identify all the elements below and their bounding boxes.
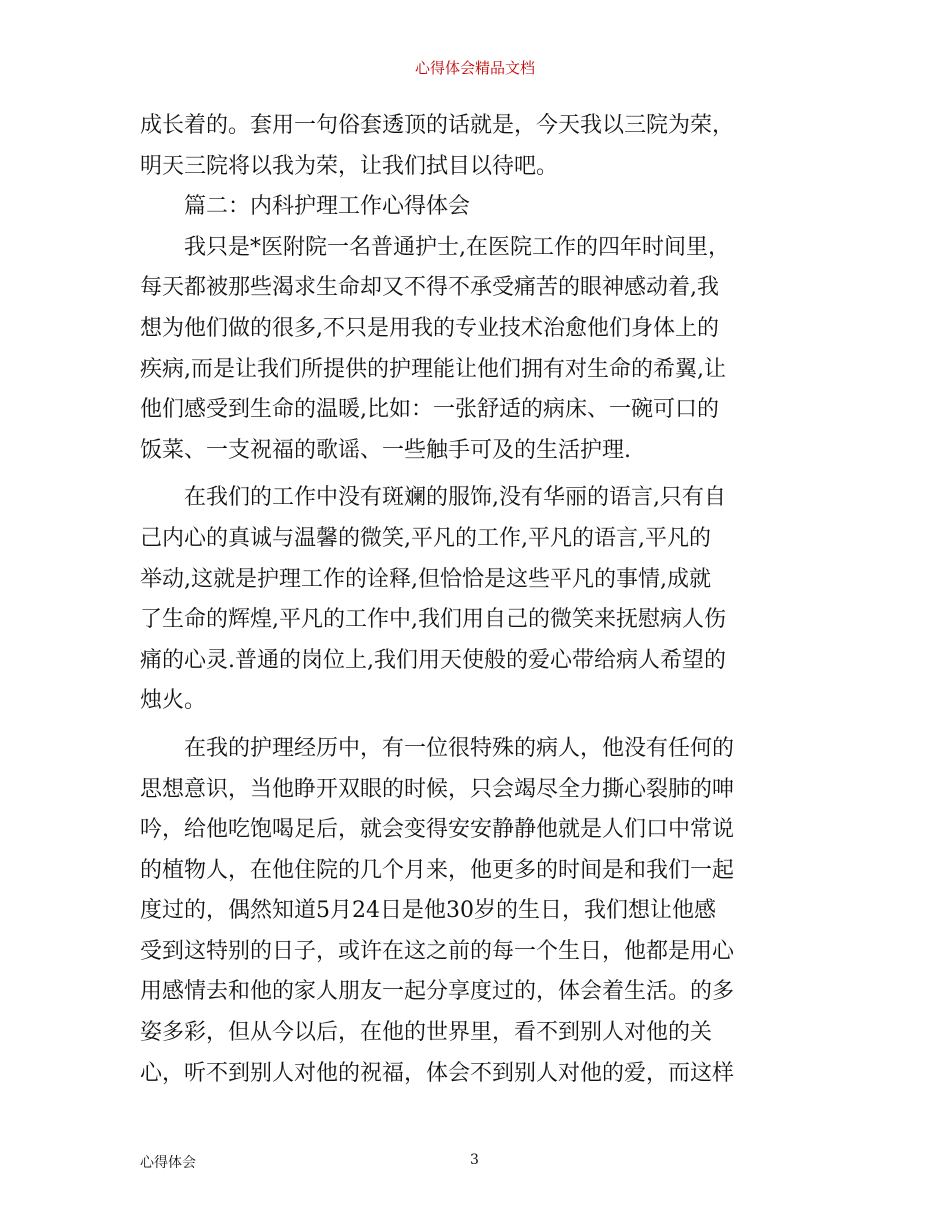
document-body xyxy=(140,106,812,1094)
text-line: 成长着的。套用一句俗套透顶的话就是，今天我以三院为荣， xyxy=(140,113,735,138)
text-line: 举动,这就是护理工作的诠释,但恰恰是这些平凡的事情,成就 xyxy=(140,566,711,592)
text-line: 明天三院将以我为荣，让我们拭目以待吧。 xyxy=(140,153,559,179)
text-line: 疾病,而是让我们所提供的护理能让他们拥有对生命的希翼,让 xyxy=(140,356,726,382)
section-heading: 篇二：内科护理工作心得体会 xyxy=(140,194,471,220)
text-line: 痛的心灵.普通的岗位上,我们用天使般的爱心带给病人希望的 xyxy=(140,647,726,673)
text-line: 吟，给他吃饱喝足后，就会变得安安静静他就是人们口中常说 xyxy=(140,817,735,843)
text-line: 用感情去和他的家人朋友一起分享度过的，体会着生活。的多 xyxy=(140,979,735,1005)
text-line: 姿多彩，但从今以后，在他的世界里，看不到别人对他的关 xyxy=(140,1020,713,1046)
text-line: 他们感受到生命的温暖,比如：一张舒适的病床、一碗可口的 xyxy=(140,397,719,423)
text-line: 心，听不到别人对他的祝福，体会不到别人对他的爱，而这样 xyxy=(140,1060,735,1086)
text-line: 在我的护理经历中，有一位很特殊的病人，他没有任何的 xyxy=(140,735,735,761)
footer-label: 心得体会 xyxy=(140,1155,196,1171)
text-line: 每天都被那些渴求生命却又不得不承受痛苦的眼神感动着,我 xyxy=(140,275,719,301)
page-header-title: 心得体会精品文档 xyxy=(414,59,535,77)
text-line: 了生命的辉煌,平凡的工作中,我们用自己的微笑来抚慰病人伤 xyxy=(140,607,726,633)
text-line: 想为他们做的很多,不只是用我的专业技术治愈他们身体上的 xyxy=(140,315,719,341)
text-line: 己内心的真诚与温馨的微笑,平凡的工作,平凡的语言,平凡的 xyxy=(140,525,711,551)
text-line: 饭菜、一支祝福的歌谣、一些触手可及的生活护理. xyxy=(140,437,631,463)
page-number: 3 xyxy=(470,1152,479,1168)
text-line: 度过的，偶然知道5月24日是他30岁的生日，我们想让他感 xyxy=(140,898,716,924)
text-line: 在我们的工作中没有斑斓的服饰,没有华丽的语言,只有自 xyxy=(140,485,726,511)
text-line: 我只是*医附院一名普通护士,在医院工作的四年时间里， xyxy=(140,234,730,260)
text-line: 受到这特别的日子，或许在这之前的每一个生日，他都是用心 xyxy=(140,938,735,964)
text-line: 的植物人，在他住院的几个月来，他更多的时间是和我们一起 xyxy=(140,857,735,883)
text-line: 思想意识，当他睁开双眼的时候，只会竭尽全力撕心裂肺的呻 xyxy=(140,776,735,802)
text-line: 烛火。 xyxy=(140,688,207,714)
